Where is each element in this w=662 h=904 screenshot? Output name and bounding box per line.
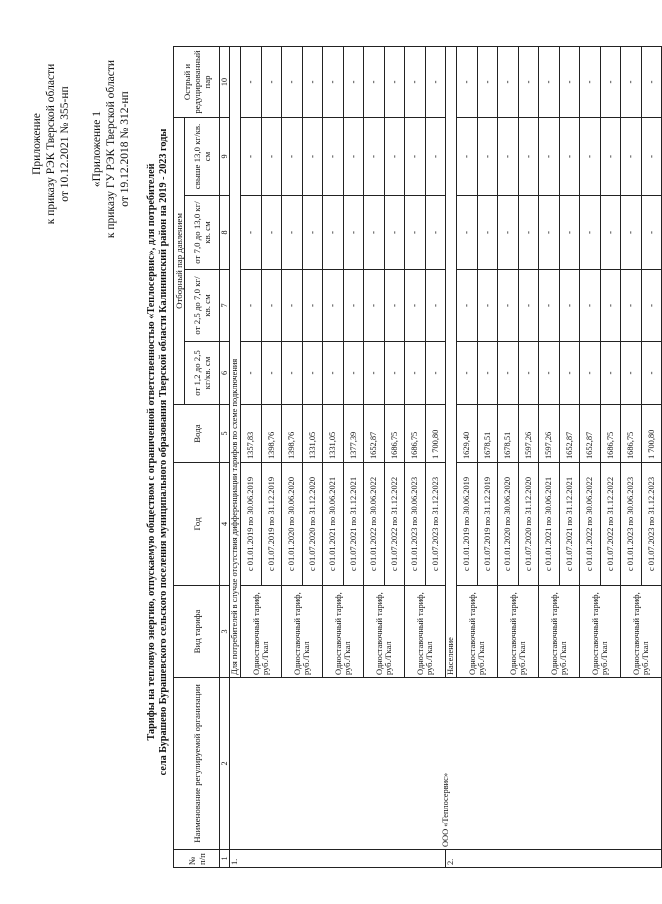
period-cell: с 01.01.2019 по 30.06.2019 [241, 463, 262, 586]
water-tariff-value: 1597,26 [518, 405, 539, 463]
empty-tariff-cell: - [580, 118, 601, 196]
column-number: 8 [220, 196, 230, 270]
empty-tariff-cell: - [261, 196, 282, 270]
table-body [230, 47, 662, 868]
empty-tariff-cell: - [364, 270, 385, 342]
empty-tariff-cell: - [425, 47, 446, 118]
period-cell: с 01.01.2019 по 30.06.2019 [457, 463, 478, 586]
appendix-line: от 10.12.2021 № 355-нп [59, 86, 71, 202]
period-cell: с 01.01.2021 по 30.06.2021 [323, 463, 344, 586]
empty-tariff-cell: - [580, 47, 601, 118]
empty-tariff-cell: - [364, 342, 385, 405]
empty-tariff-cell: - [518, 47, 539, 118]
empty-tariff-cell: - [457, 196, 478, 270]
empty-tariff-cell: - [559, 270, 580, 342]
empty-tariff-cell: - [384, 47, 405, 118]
empty-tariff-cell: - [261, 47, 282, 118]
empty-tariff-cell: - [343, 342, 364, 405]
empty-tariff-cell: - [261, 342, 282, 405]
empty-tariff-cell: - [559, 118, 580, 196]
empty-tariff-cell: - [405, 196, 426, 270]
empty-tariff-cell: - [498, 342, 519, 405]
empty-tariff-cell: - [302, 118, 323, 196]
empty-tariff-cell: - [641, 47, 662, 118]
water-tariff-value: 1398,76 [261, 405, 282, 463]
empty-tariff-cell: - [405, 342, 426, 405]
empty-tariff-cell: - [477, 342, 498, 405]
reference-note [90, 19, 132, 279]
section-title: Население [446, 47, 457, 678]
empty-tariff-cell: - [364, 47, 385, 118]
empty-tariff-cell: - [621, 196, 642, 270]
column-number: 9 [220, 118, 230, 196]
empty-tariff-cell: - [282, 270, 303, 342]
empty-tariff-cell: - [539, 47, 560, 118]
water-tariff-value: 1686,75 [405, 405, 426, 463]
empty-tariff-cell: - [641, 342, 662, 405]
empty-tariff-cell: - [559, 342, 580, 405]
empty-tariff-cell: - [323, 270, 344, 342]
empty-tariff-cell: - [405, 47, 426, 118]
empty-tariff-cell: - [405, 118, 426, 196]
empty-tariff-cell: - [559, 196, 580, 270]
col-header-no: № п/п [174, 850, 220, 868]
col-header-steam-4: свыше 13,0 кг/кв. см [185, 118, 220, 196]
empty-tariff-cell: - [539, 342, 560, 405]
empty-tariff-cell: - [477, 196, 498, 270]
period-cell: с 01.01.2021 по 30.06.2021 [539, 463, 560, 586]
period-cell: с 01.07.2023 по 31.12.2023 [641, 463, 662, 586]
empty-tariff-cell: - [323, 342, 344, 405]
period-cell: с 01.07.2021 по 31.12.2021 [559, 463, 580, 586]
col-header-steam-group: Отборный пар давлением [174, 118, 185, 405]
tariff-type: Одноставочный тариф, руб./Гкал [457, 586, 498, 678]
appendix-note [30, 24, 72, 264]
tariff-type: Одноставочный тариф, руб./Гкал [323, 586, 364, 678]
empty-tariff-cell: - [425, 196, 446, 270]
empty-tariff-cell: - [384, 118, 405, 196]
water-tariff-value: 1652,87 [559, 405, 580, 463]
appendix-line: Приложение [31, 113, 43, 175]
empty-tariff-cell: - [343, 196, 364, 270]
period-cell: с 01.07.2022 по 31.12.2022 [600, 463, 621, 586]
col-header-sharp-steam: Острый и редуцированный пар [174, 47, 220, 118]
water-tariff-value: 1331,05 [323, 405, 344, 463]
empty-tariff-cell: - [477, 118, 498, 196]
empty-tariff-cell: - [364, 196, 385, 270]
reference-line: к приказу ГУ РЭК Тверской области [105, 59, 117, 239]
section-number: 2. [446, 850, 662, 868]
water-tariff-value: 1398,76 [282, 405, 303, 463]
col-header-steam-3: от 7,0 до 13,0 кг/кв. см [185, 196, 220, 270]
empty-tariff-cell: - [384, 342, 405, 405]
water-tariff-value: 1377,39 [343, 405, 364, 463]
water-tariff-value: 1686,75 [621, 405, 642, 463]
period-cell: с 01.07.2023 по 31.12.2023 [425, 463, 446, 586]
empty-tariff-cell: - [641, 118, 662, 196]
section-row [230, 47, 241, 868]
empty-tariff-cell: - [518, 270, 539, 342]
tariff-table [173, 46, 662, 868]
empty-tariff-cell: - [498, 118, 519, 196]
empty-tariff-cell: - [621, 47, 642, 118]
period-cell: с 01.07.2020 по 31.12.2020 [518, 463, 539, 586]
tariff-type: Одноставочный тариф, руб./Гкал [364, 586, 405, 678]
empty-tariff-cell: - [343, 47, 364, 118]
tariff-type: Одноставочный тариф, руб./Гкал [241, 586, 282, 678]
period-cell: с 01.07.2019 по 31.12.2019 [477, 463, 498, 586]
empty-tariff-cell: - [518, 196, 539, 270]
water-tariff-value: 1357,83 [241, 405, 262, 463]
empty-tariff-cell: - [302, 270, 323, 342]
empty-tariff-cell: - [600, 342, 621, 405]
empty-tariff-cell: - [539, 118, 560, 196]
period-cell: с 01.07.2022 по 31.12.2022 [384, 463, 405, 586]
column-number: 2 [220, 678, 230, 850]
empty-tariff-cell: - [241, 196, 262, 270]
empty-tariff-cell: - [498, 47, 519, 118]
empty-tariff-cell: - [302, 47, 323, 118]
empty-tariff-cell: - [518, 118, 539, 196]
empty-tariff-cell: - [539, 196, 560, 270]
column-number: 7 [220, 270, 230, 342]
section-number: 1. [230, 850, 446, 868]
empty-tariff-cell: - [241, 47, 262, 118]
empty-tariff-cell: - [302, 196, 323, 270]
tariff-type: Одноставочный тариф, руб./Гкал [405, 586, 446, 678]
empty-tariff-cell: - [241, 342, 262, 405]
empty-tariff-cell: - [539, 270, 560, 342]
empty-tariff-cell: - [477, 270, 498, 342]
empty-tariff-cell: - [302, 342, 323, 405]
empty-tariff-cell: - [457, 47, 478, 118]
empty-tariff-cell: - [600, 47, 621, 118]
col-header-year: Год [174, 463, 220, 586]
empty-tariff-cell: - [457, 342, 478, 405]
empty-tariff-cell: - [282, 196, 303, 270]
empty-tariff-cell: - [600, 196, 621, 270]
column-number: 6 [220, 342, 230, 405]
water-tariff-value: 1331,05 [302, 405, 323, 463]
period-cell: с 01.01.2023 по 30.06.2023 [621, 463, 642, 586]
column-number: 3 [220, 586, 230, 678]
water-tariff-value: 1678,51 [498, 405, 519, 463]
empty-tariff-cell: - [282, 342, 303, 405]
empty-tariff-cell: - [282, 118, 303, 196]
empty-tariff-cell: - [343, 118, 364, 196]
empty-tariff-cell: - [405, 270, 426, 342]
water-tariff-value: 1652,87 [580, 405, 601, 463]
empty-tariff-cell: - [498, 196, 519, 270]
empty-tariff-cell: - [364, 118, 385, 196]
empty-tariff-cell: - [261, 270, 282, 342]
column-number: 4 [220, 463, 230, 586]
tariff-type: Одноставочный тариф, руб./Гкал [498, 586, 539, 678]
water-tariff-value: 1686,75 [600, 405, 621, 463]
empty-tariff-cell: - [425, 342, 446, 405]
empty-tariff-cell: - [477, 47, 498, 118]
water-tariff-value: 1 700,80 [425, 405, 446, 463]
water-tariff-value: 1686,75 [384, 405, 405, 463]
water-tariff-value: 1 700,80 [641, 405, 662, 463]
column-number: 1 [220, 850, 230, 868]
empty-tariff-cell: - [323, 196, 344, 270]
empty-tariff-cell: - [282, 47, 303, 118]
water-tariff-value: 1597,26 [539, 405, 560, 463]
empty-tariff-cell: - [384, 196, 405, 270]
section-title: Для потребителей в случае отсутствия дифференциации тарифов по схеме подключения [230, 47, 241, 678]
tariff-type: Одноставочный тариф, руб./Гкал [282, 586, 323, 678]
empty-tariff-cell: - [580, 270, 601, 342]
col-header-org: Наименование регулируемой организации [174, 678, 220, 850]
empty-tariff-cell: - [580, 342, 601, 405]
period-cell: с 01.01.2023 по 30.06.2023 [405, 463, 426, 586]
header-row [174, 47, 185, 868]
col-header-water: Вода [174, 405, 220, 463]
water-tariff-value: 1629,40 [457, 405, 478, 463]
empty-tariff-cell: - [241, 270, 262, 342]
appendix-line: к приказу РЭК Тверской области [45, 63, 57, 225]
empty-tariff-cell: - [621, 342, 642, 405]
empty-tariff-cell: - [261, 118, 282, 196]
empty-tariff-cell: - [641, 270, 662, 342]
period-cell: с 01.01.2022 по 30.06.2022 [580, 463, 601, 586]
column-number: 5 [220, 405, 230, 463]
title-line: села Бурашево Бурашевского сельского поселения муниципального образования Тверской области Калининский район на 2019 - 2023 годы [158, 128, 169, 776]
empty-tariff-cell: - [498, 270, 519, 342]
column-number-row [220, 47, 230, 868]
column-number: 10 [220, 47, 230, 118]
empty-tariff-cell: - [580, 196, 601, 270]
empty-tariff-cell: - [384, 270, 405, 342]
empty-tariff-cell: - [323, 47, 344, 118]
empty-tariff-cell: - [241, 118, 262, 196]
period-cell: с 01.01.2022 по 30.06.2022 [364, 463, 385, 586]
col-header-steam-2: от 2,5 до 7,0 кг/кв. см [185, 270, 220, 342]
reference-line: «Приложение 1 [91, 110, 103, 188]
tariff-type: Одноставочный тариф, руб./Гкал [539, 586, 580, 678]
period-cell: с 01.01.2020 по 30.06.2020 [282, 463, 303, 586]
col-header-tariff: Вид тарифа [174, 586, 220, 678]
water-tariff-value: 1652,87 [364, 405, 385, 463]
period-cell: с 01.07.2020 по 31.12.2020 [302, 463, 323, 586]
period-cell: с 01.01.2020 по 30.06.2020 [498, 463, 519, 586]
empty-tariff-cell: - [425, 270, 446, 342]
empty-tariff-cell: - [425, 118, 446, 196]
empty-tariff-cell: - [600, 118, 621, 196]
organization-name: ООО «Теплосервис» [230, 678, 662, 850]
empty-tariff-cell: - [518, 342, 539, 405]
document-title [146, 0, 170, 904]
water-tariff-value: 1678,51 [477, 405, 498, 463]
empty-tariff-cell: - [457, 270, 478, 342]
empty-tariff-cell: - [621, 118, 642, 196]
title-line: Тарифы на тепловую энергию, отпускаемую обществом с ограниченной ответственностью «Теплосервис», для потребителей [146, 163, 157, 741]
empty-tariff-cell: - [559, 47, 580, 118]
tariff-type: Одноставочный тариф, руб./Гкал [580, 586, 621, 678]
period-cell: с 01.07.2021 по 31.12.2021 [343, 463, 364, 586]
reference-line: от 19.12.2018 № 312-нп [119, 91, 131, 207]
col-header-steam-1: от 1,2 до 2,5 кг/кв. см [185, 342, 220, 405]
tariff-type: Одноставочный тариф, руб./Гкал [621, 586, 662, 678]
period-cell: с 01.07.2019 по 31.12.2019 [261, 463, 282, 586]
empty-tariff-cell: - [323, 118, 344, 196]
empty-tariff-cell: - [641, 196, 662, 270]
empty-tariff-cell: - [343, 270, 364, 342]
empty-tariff-cell: - [600, 270, 621, 342]
empty-tariff-cell: - [457, 118, 478, 196]
empty-tariff-cell: - [621, 270, 642, 342]
